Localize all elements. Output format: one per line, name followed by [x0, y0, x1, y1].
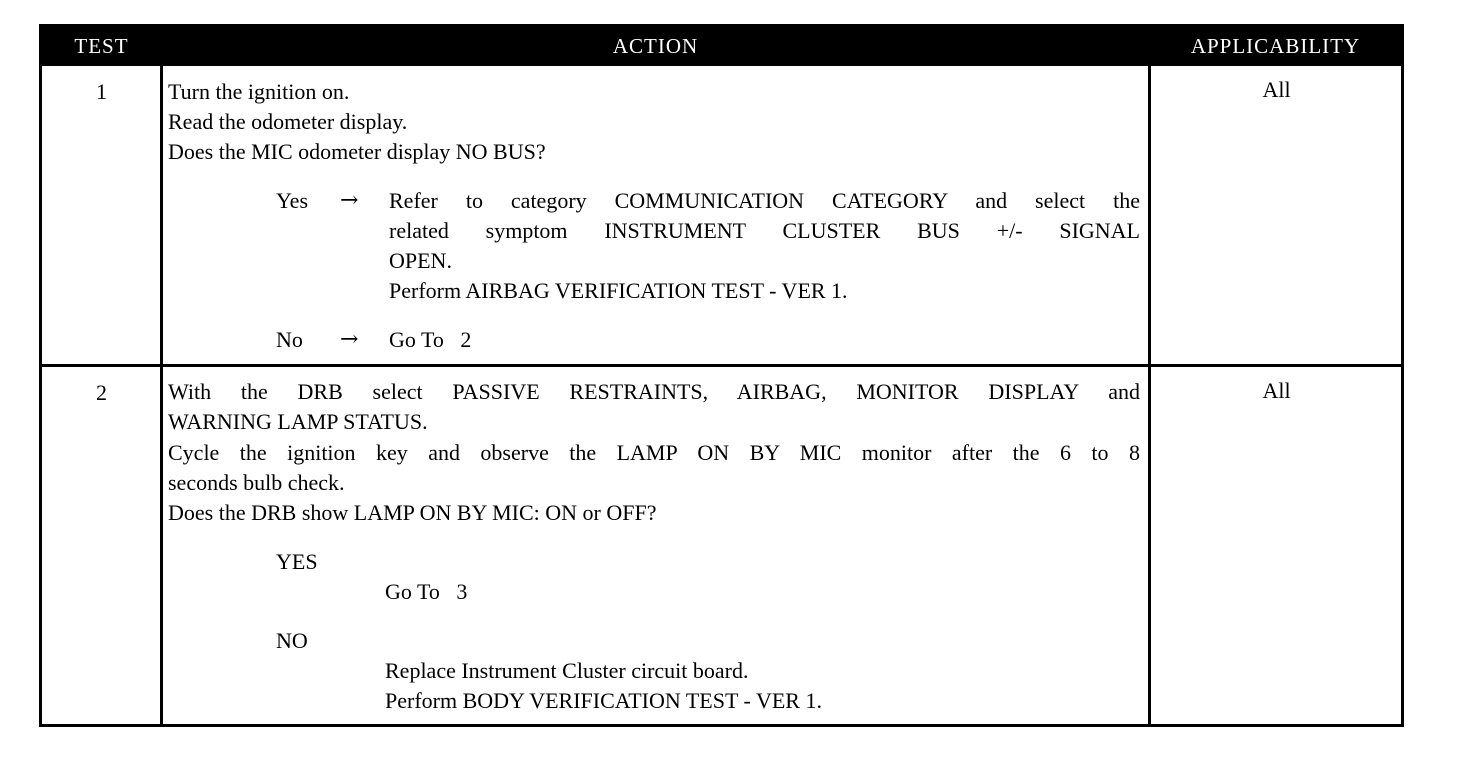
yes-result-text: Perform AIRBAG VERIFICATION TEST - VER 1. [389, 278, 848, 303]
step-text: seconds bulb check. [168, 470, 345, 495]
header-action: ACTION [612, 34, 699, 58]
step-text: Cycle the ignition key and observe the LAMP ON BY MIC monitor after the 6 to 8 [168, 440, 1140, 465]
no-result-text: Perform BODY VERIFICATION TEST - VER 1. [385, 688, 822, 713]
header-test: TEST [74, 34, 129, 58]
step-text: Turn the ignition on. [168, 79, 350, 104]
yes-result-text: Go To 3 [385, 579, 468, 604]
step-text: WARNING LAMP STATUS. [168, 409, 428, 434]
no-label: No [276, 327, 303, 352]
yes-label: YES [276, 549, 318, 574]
step-text: Does the DRB show LAMP ON BY MIC: ON or OFF? [168, 500, 657, 525]
row-divider [42, 364, 1401, 367]
right-arrow-icon: → [340, 188, 359, 213]
yes-result-text: related symptom INSTRUMENT CLUSTER BUS +/- SIGNAL [389, 218, 1140, 243]
step-text: Read the odometer display. [168, 109, 408, 134]
no-label: NO [276, 628, 308, 653]
right-arrow-icon: → [340, 327, 359, 352]
step-text: Does the MIC odometer display NO BUS? [168, 139, 546, 164]
no-result-text: Replace Instrument Cluster circuit board. [385, 658, 749, 683]
header-applicability: APPLICABILITY [1190, 34, 1361, 58]
test-number-2: 2 [96, 380, 107, 405]
diagnostic-test-table [39, 24, 1404, 727]
no-result-text: Go To 2 [389, 327, 472, 352]
yes-result-text: OPEN. [389, 248, 452, 273]
applicability-1: All [1262, 77, 1291, 102]
applicability-2: All [1262, 378, 1291, 403]
yes-label: Yes [276, 188, 309, 213]
step-text: With the DRB select PASSIVE RESTRAINTS, AIRBAG, MONITOR DISPLAY and [168, 379, 1140, 404]
test-number-1: 1 [96, 79, 107, 104]
yes-result-text: Refer to category COMMUNICATION CATEGORY and select the [389, 188, 1140, 213]
table-header [42, 27, 1401, 66]
